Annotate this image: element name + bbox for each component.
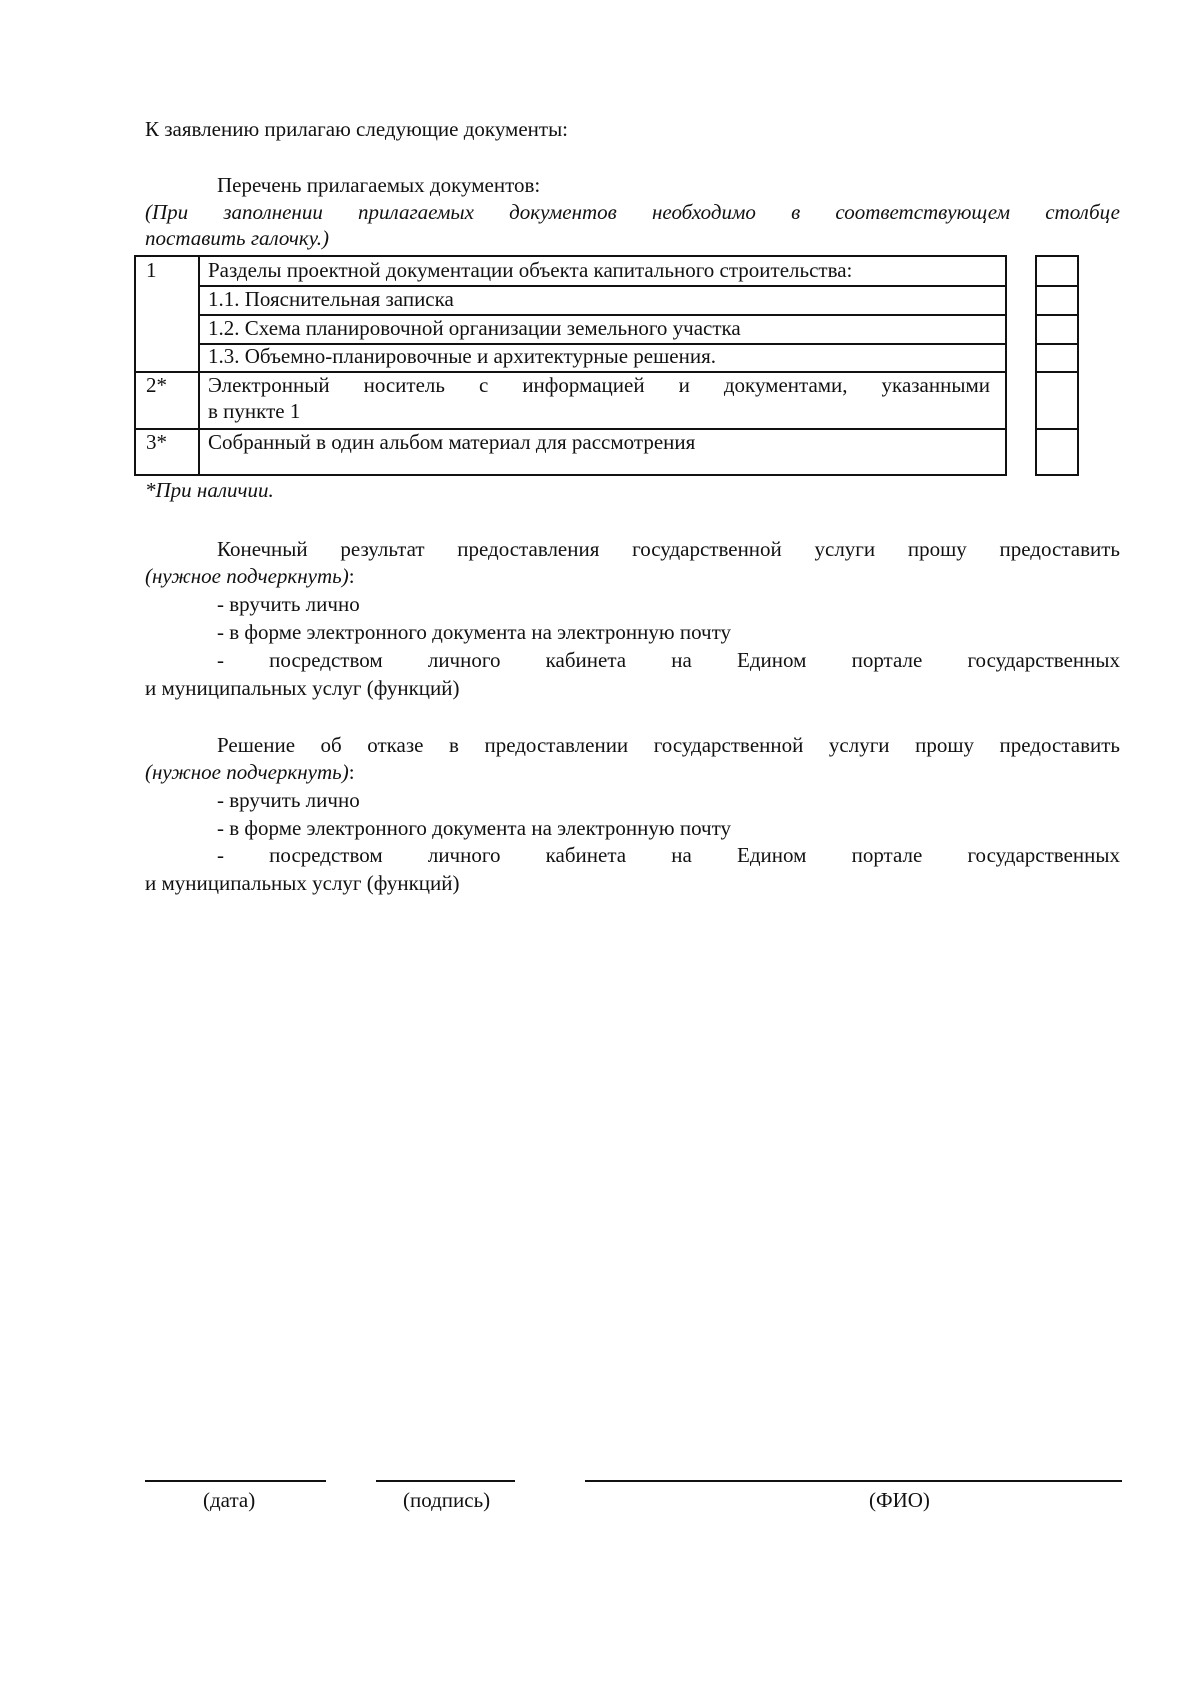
checkbox-cell[interactable] [1037, 314, 1077, 345]
footnote: *При наличии. [145, 478, 274, 502]
checkmark-column [1035, 255, 1079, 476]
result-option-in-person[interactable]: - вручить лично [217, 592, 360, 616]
refusal-note: (нужное подчеркнуть) [145, 760, 349, 784]
full-name-label: (ФИО) [869, 1488, 930, 1512]
documents-table [134, 255, 1007, 476]
date-label: (дата) [203, 1488, 256, 1512]
refusal-note-colon: : [348, 760, 355, 784]
table-column-divider [198, 255, 200, 476]
signature-line[interactable] [376, 1480, 515, 1482]
refusal-option-email[interactable]: - в форме электронного документа на электронную почту [217, 816, 732, 840]
full-name-signature-line[interactable] [585, 1480, 1122, 1482]
checkbox-cell[interactable] [1037, 428, 1077, 474]
result-note-line [145, 564, 355, 589]
result-note-colon: : [348, 564, 355, 588]
refusal-note-line [145, 760, 355, 785]
intro-text: К заявлению прилагаю следующие документы: [145, 117, 569, 141]
result-option-portal[interactable]: - посредством личного кабинета на Едином портале государственных [217, 648, 1120, 672]
table-row-number: 2* [146, 373, 167, 397]
result-intro: Конечный результат предоставления государственной услуги прошу предоставить [217, 537, 1120, 561]
table-row-text: 1.1. Пояснительная записка [208, 287, 454, 311]
refusal-option-portal-continuation: и муниципальных услуг (функций) [145, 871, 460, 895]
result-note: (нужное подчеркнуть) [145, 564, 349, 588]
checkbox-cell[interactable] [1037, 343, 1077, 373]
date-signature-line[interactable] [145, 1480, 326, 1482]
list-note-line2: поставить галочку.) [145, 226, 329, 250]
refusal-intro: Решение об отказе в предоставлении государственной услуги прошу предоставить [217, 733, 1120, 757]
list-title: Перечень прилагаемых документов: [217, 173, 541, 197]
table-row-number: 1 [146, 258, 157, 282]
table-row-text: Разделы проектной документации объекта капитального строительства: [208, 258, 853, 282]
list-note-line1: (При заполнении прилагаемых документов необходимо в соответствующем столбце [145, 200, 1120, 224]
table-row-text: 1.2. Схема планировочной организации земельного участка [208, 316, 741, 340]
result-option-email[interactable]: - в форме электронного документа на электронную почту [217, 620, 732, 644]
checkbox-cell[interactable] [1037, 285, 1077, 316]
signature-label: (подпись) [403, 1488, 491, 1512]
table-row-text: Электронный носитель с информацией и документами, указанными [208, 373, 990, 397]
table-row-text: 1.3. Объемно-планировочные и архитектурные решения. [208, 344, 716, 368]
table-row-text: Собранный в один альбом материал для рассмотрения [208, 430, 696, 454]
result-option-portal-continuation: и муниципальных услуг (функций) [145, 676, 460, 700]
table-row-number: 3* [146, 430, 167, 454]
table-row-text-continuation: в пункте 1 [208, 399, 301, 423]
checkbox-cell[interactable] [1037, 371, 1077, 430]
checkbox-cell[interactable] [1037, 257, 1077, 287]
refusal-option-in-person[interactable]: - вручить лично [217, 788, 360, 812]
refusal-option-portal[interactable]: - посредством личного кабинета на Едином портале государственных [217, 843, 1120, 867]
